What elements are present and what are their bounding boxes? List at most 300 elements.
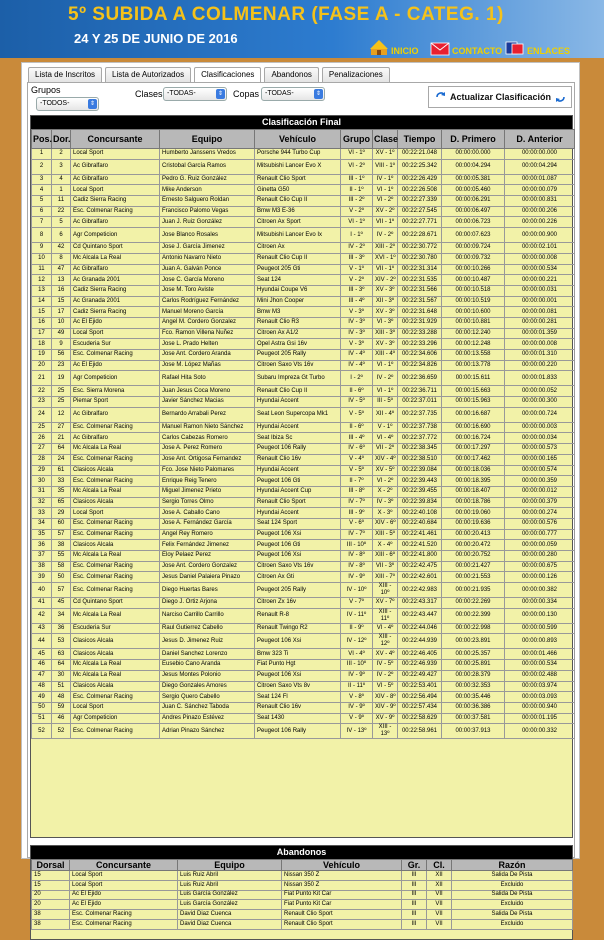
table-row bbox=[32, 444, 575, 455]
table-cell: Peugeot 205 Rally bbox=[255, 350, 341, 361]
table-cell: VI - 1º bbox=[341, 149, 373, 160]
table-cell: Hyundai Accent bbox=[255, 397, 341, 408]
nav-inicio[interactable] bbox=[369, 36, 419, 56]
table-cell: III bbox=[402, 890, 427, 900]
table-cell: Cadiz Sierra Racing bbox=[71, 285, 160, 296]
table-cell: VI - 2º bbox=[341, 159, 373, 174]
table-cell: 00:00:00.206 bbox=[505, 206, 575, 217]
table-cell: 00:00:32.353 bbox=[442, 681, 505, 692]
table-cell: 22 bbox=[32, 386, 52, 397]
table-cell: 00:00:18.786 bbox=[442, 497, 505, 508]
table-cell: 00:00:00.576 bbox=[505, 518, 575, 529]
table-cell: Angel Rey Romero bbox=[160, 529, 255, 540]
table-row bbox=[32, 910, 573, 920]
col-grupo: Grupo bbox=[341, 130, 373, 149]
table-cell: 00:00:00.130 bbox=[505, 608, 575, 623]
table-cell: 30 bbox=[32, 476, 52, 487]
table-cell: Bmw M3 E-36 bbox=[255, 206, 341, 217]
table-cell: 11 bbox=[32, 264, 52, 275]
table-cell: Renault R-8 bbox=[255, 608, 341, 623]
table-cell: Citroen Saxo Vts 8v bbox=[255, 681, 341, 692]
table-cell: VI - 1º bbox=[373, 185, 398, 196]
table-cell: 39 bbox=[32, 572, 52, 583]
table-cell: 00:00:18.407 bbox=[442, 486, 505, 497]
table-row bbox=[32, 540, 575, 551]
table-cell: Local Sport bbox=[70, 880, 178, 890]
table-cell: 00:00:00.534 bbox=[505, 264, 575, 275]
table-cell: VI - 4º bbox=[373, 433, 398, 444]
table-cell: Renault Clio R3 bbox=[255, 317, 341, 328]
table-cell: Seat 124 bbox=[255, 275, 341, 286]
table-cell: Ac Gibralfaro bbox=[71, 174, 160, 185]
table-cell: 23 bbox=[32, 397, 52, 408]
table-cell: 00:00:21.553 bbox=[442, 572, 505, 583]
tab-clasificaciones[interactable]: Clasificaciones bbox=[194, 67, 261, 82]
table-cell: 00:22:58.629 bbox=[398, 713, 442, 724]
table-cell: 00:00:22.269 bbox=[442, 598, 505, 609]
table-row bbox=[32, 880, 573, 890]
table-cell: Ac Gibralfaro bbox=[71, 264, 160, 275]
table-cell: Renault Clio Sport bbox=[282, 919, 402, 929]
table-row bbox=[32, 285, 575, 296]
table-cell: XV - 9º bbox=[373, 713, 398, 724]
nav-contacto[interactable] bbox=[430, 36, 502, 56]
table-cell: 00:22:37.735 bbox=[398, 407, 442, 422]
table-cell: 34 bbox=[32, 518, 52, 529]
table-cell: 11 bbox=[52, 196, 71, 207]
table-cell: Peugeot 106 Rally bbox=[255, 724, 341, 739]
table-cell: 20 bbox=[32, 890, 70, 900]
table-cell: 51 bbox=[52, 681, 71, 692]
table-cell: 00:00:18.036 bbox=[442, 465, 505, 476]
table-cell: Clasicos Alcala bbox=[71, 540, 160, 551]
table-cell: 6 bbox=[32, 206, 52, 217]
table-cell: 00:00:15.611 bbox=[442, 371, 505, 386]
table-cell: 28 bbox=[32, 454, 52, 465]
table-row bbox=[32, 422, 575, 433]
table-cell: 00:00:10.518 bbox=[442, 285, 505, 296]
table-cell: 00:00:18.395 bbox=[442, 476, 505, 487]
table-cell: V - 1º bbox=[373, 422, 398, 433]
table-cell: XIV - 2º bbox=[373, 275, 398, 286]
table-cell: 00:00:05.381 bbox=[442, 174, 505, 185]
table-cell: Carlos Rodríguez Fernández bbox=[160, 296, 255, 307]
table-cell: 41 bbox=[32, 598, 52, 609]
table-cell: 00:00:01.310 bbox=[505, 350, 575, 361]
table-row bbox=[32, 386, 575, 397]
table-cell: 33 bbox=[52, 476, 71, 487]
table-cell: XIII - 6º bbox=[373, 551, 398, 562]
table-cell: 00:00:02.101 bbox=[505, 243, 575, 254]
table-cell: Mike Anderson bbox=[160, 185, 255, 196]
table-cell: 00:22:40.684 bbox=[398, 518, 442, 529]
table-cell: 00:00:00.900 bbox=[505, 228, 575, 243]
table-row bbox=[32, 328, 575, 339]
table-cell: 12 bbox=[52, 407, 71, 422]
clases-select[interactable] bbox=[163, 87, 227, 101]
table-cell: I - 1º bbox=[341, 228, 373, 243]
table-cell: 00:22:21.048 bbox=[398, 149, 442, 160]
table-cell: 00:00:00.280 bbox=[505, 551, 575, 562]
classification-title: Clasificación Final bbox=[31, 116, 572, 129]
table-cell: David Diaz Cuenca bbox=[178, 910, 282, 920]
table-cell: Mc Alcala La Real bbox=[71, 670, 160, 681]
table-cell: 00:22:27.771 bbox=[398, 217, 442, 228]
table-row bbox=[32, 660, 575, 671]
table-cell: Pedro G. Ruiz González bbox=[160, 174, 255, 185]
col-dorsal: Dor. bbox=[52, 130, 71, 149]
table-cell: 00:22:38.345 bbox=[398, 444, 442, 455]
table-cell: Jose M. López Mañas bbox=[160, 360, 255, 371]
table-cell: Luis Ruiz Abril bbox=[178, 880, 282, 890]
table-cell: 00:00:00.724 bbox=[505, 407, 575, 422]
table-cell: 26 bbox=[32, 433, 52, 444]
table-cell: II - 11º bbox=[341, 681, 373, 692]
table-row bbox=[32, 407, 575, 422]
abandonos-panel bbox=[30, 845, 573, 940]
copas-select[interactable] bbox=[261, 87, 325, 101]
table-cell: 00:00:20.413 bbox=[442, 529, 505, 540]
table-cell: 00:22:39.455 bbox=[398, 486, 442, 497]
select-arrow-icon: ⇕ bbox=[315, 91, 322, 97]
table-cell: Sergio Quero Cabello bbox=[160, 692, 255, 703]
grupos-select[interactable] bbox=[36, 97, 99, 111]
table-cell: Ginetta G50 bbox=[255, 185, 341, 196]
table-cell: 00:22:37.772 bbox=[398, 433, 442, 444]
table-cell: 00:22:31.929 bbox=[398, 317, 442, 328]
table-row bbox=[32, 196, 575, 207]
table-cell: 00:22:28.671 bbox=[398, 228, 442, 243]
table-cell: VI - 2º bbox=[373, 196, 398, 207]
table-cell: II - 6º bbox=[341, 422, 373, 433]
table-cell: 00:22:36.711 bbox=[398, 386, 442, 397]
table-cell: 4 bbox=[52, 174, 71, 185]
table-cell: VI - 4º bbox=[341, 649, 373, 660]
table-cell: 25 bbox=[52, 397, 71, 408]
table-cell: Citroen Ax Gti bbox=[255, 572, 341, 583]
table-cell: 00:22:31.567 bbox=[398, 296, 442, 307]
table-cell: 43 bbox=[32, 623, 52, 634]
table-cell: 35 bbox=[32, 529, 52, 540]
table-cell: 00:22:34.826 bbox=[398, 360, 442, 371]
table-cell: 45 bbox=[52, 598, 71, 609]
link-icon bbox=[505, 40, 525, 56]
table-cell: Piemar Sport bbox=[71, 397, 160, 408]
table-cell: IV - 4º bbox=[341, 350, 373, 361]
nav-enlaces-label: ENLACES bbox=[527, 46, 571, 56]
table-cell: 00:00:09.724 bbox=[442, 243, 505, 254]
table-cell: Escuderia Sur bbox=[71, 339, 160, 350]
table-cell: III - 10º bbox=[341, 660, 373, 671]
table-cell: 22 bbox=[52, 206, 71, 217]
table-cell: II - 9º bbox=[341, 623, 373, 634]
table-cell: Raul Gutierrez Cabello bbox=[160, 623, 255, 634]
table-cell: 00:00:00.079 bbox=[505, 185, 575, 196]
abandonos-rows bbox=[32, 871, 573, 930]
table-cell: 00:22:42.475 bbox=[398, 561, 442, 572]
table-cell: Esc. Colmenar Racing bbox=[70, 919, 178, 929]
table-cell: Manuel Moreno García bbox=[160, 307, 255, 318]
table-cell: 00:00:00.574 bbox=[505, 465, 575, 476]
table-cell: 00:00:04.294 bbox=[442, 159, 505, 174]
table-row bbox=[32, 518, 575, 529]
table-cell: Mitsubishi Lancer Evo X bbox=[255, 159, 341, 174]
refresh-icon bbox=[435, 91, 447, 103]
table-cell: Juan J. Ruiz González bbox=[160, 217, 255, 228]
table-cell: 15 bbox=[32, 307, 52, 318]
table-cell: Diego Gonzales Amores bbox=[160, 681, 255, 692]
table-cell: VII bbox=[427, 910, 452, 920]
table-cell: III bbox=[402, 910, 427, 920]
table-cell: 52 bbox=[32, 724, 52, 739]
table-row bbox=[32, 350, 575, 361]
table-cell: Excluido bbox=[452, 919, 573, 929]
table-cell: 00:22:39.834 bbox=[398, 497, 442, 508]
table-cell: Esc. Colmenar Racing bbox=[71, 518, 160, 529]
tab-panel bbox=[27, 82, 575, 927]
nav-enlaces[interactable] bbox=[505, 36, 570, 56]
table-cell: Esc. Colmenar Racing bbox=[71, 350, 160, 361]
table-cell: Esc. Colmenar Racing bbox=[71, 583, 160, 598]
col-razon: Razón bbox=[452, 860, 573, 871]
table-row bbox=[32, 275, 575, 286]
table-cell: 00:00:00.831 bbox=[505, 196, 575, 207]
table-cell: X - 4º bbox=[373, 540, 398, 551]
table-cell: Seat Leon Supercopa Mk1 bbox=[255, 407, 341, 422]
table-cell: XIII - 7º bbox=[373, 572, 398, 583]
table-cell: 00:22:30.772 bbox=[398, 243, 442, 254]
table-cell: Peugeot 106 Xsi bbox=[255, 670, 341, 681]
classification-table bbox=[31, 129, 575, 739]
table-cell: 00:00:00.126 bbox=[505, 572, 575, 583]
table-cell: V - 1º bbox=[341, 264, 373, 275]
table-cell: 49 bbox=[52, 328, 71, 339]
table-cell: Mini Jhon Cooper bbox=[255, 296, 341, 307]
table-cell: Subaru Impreza Gt Turbo bbox=[255, 371, 341, 386]
home-icon bbox=[369, 38, 389, 56]
table-row bbox=[32, 681, 575, 692]
table-cell: VII bbox=[427, 900, 452, 910]
table-cell: Seat 124 Sport bbox=[255, 518, 341, 529]
table-cell: 00:22:56.494 bbox=[398, 692, 442, 703]
table-cell: 00:00:13.778 bbox=[442, 360, 505, 371]
table-cell: Bmw 323 Ti bbox=[255, 649, 341, 660]
table-cell: 00:00:22.998 bbox=[442, 623, 505, 634]
col-clase: Clase bbox=[373, 130, 398, 149]
table-cell: Ac Gibralfaro bbox=[71, 407, 160, 422]
tab-penalizaciones[interactable]: Penalizaciones bbox=[322, 67, 390, 82]
table-cell: Jesus D. Jimenez Ruiz bbox=[160, 634, 255, 649]
table-cell: Local Sport bbox=[71, 185, 160, 196]
table-row bbox=[32, 583, 575, 598]
table-cell: 00:00:28.379 bbox=[442, 670, 505, 681]
col-cl: Cl. bbox=[427, 860, 452, 871]
refresh-icon bbox=[554, 91, 566, 103]
table-cell: 00:00:00.000 bbox=[442, 149, 505, 160]
table-cell: 00:22:26.429 bbox=[398, 174, 442, 185]
table-cell: 00:22:33.296 bbox=[398, 339, 442, 350]
table-row bbox=[32, 724, 575, 739]
table-cell: III bbox=[402, 900, 427, 910]
table-cell: IV - 9º bbox=[341, 572, 373, 583]
table-cell: Adrian Pinazo Sánchez bbox=[160, 724, 255, 739]
clases-label: Clases bbox=[135, 89, 163, 99]
table-cell: IV - 7º bbox=[341, 497, 373, 508]
table-cell: 47 bbox=[32, 670, 52, 681]
table-cell: 00:00:00.332 bbox=[505, 724, 575, 739]
table-cell: Escuderia Sur bbox=[71, 623, 160, 634]
table-cell: 00:00:00.165 bbox=[505, 454, 575, 465]
table-cell: III - 5º bbox=[373, 397, 398, 408]
table-cell: Hyundai Coupe V6 bbox=[255, 285, 341, 296]
table-cell: Ac El Ejido bbox=[70, 900, 178, 910]
table-cell: Jose A. Perez Romero bbox=[160, 444, 255, 455]
table-cell: IV - 2º bbox=[341, 243, 373, 254]
table-cell: 00:00:16.690 bbox=[442, 422, 505, 433]
table-cell: V - 3º bbox=[341, 307, 373, 318]
col-pos: Pos. bbox=[32, 130, 52, 149]
table-cell: IV - 5º bbox=[341, 397, 373, 408]
table-cell: 3 bbox=[52, 159, 71, 174]
table-cell: 00:00:15.663 bbox=[442, 386, 505, 397]
table-cell: 00:00:00.573 bbox=[505, 444, 575, 455]
table-cell: 00:00:13.558 bbox=[442, 350, 505, 361]
table-cell: Ac Granada 2001 bbox=[71, 275, 160, 286]
table-cell: Excluido bbox=[452, 900, 573, 910]
table-cell: 52 bbox=[52, 724, 71, 739]
table-row bbox=[32, 890, 573, 900]
table-cell: Bmw M3 bbox=[255, 307, 341, 318]
table-cell: Seat 1430 bbox=[255, 713, 341, 724]
table-cell: Citroen Ax Sport bbox=[255, 217, 341, 228]
table-cell: IV - 3º bbox=[341, 328, 373, 339]
table-cell: Citroen Ax bbox=[255, 243, 341, 254]
table-cell: 00:22:31.314 bbox=[398, 264, 442, 275]
table-cell: 00:00:05.460 bbox=[442, 185, 505, 196]
table-cell: Salida De Pista bbox=[452, 890, 573, 900]
table-cell: V - 5º bbox=[341, 407, 373, 422]
table-row bbox=[32, 497, 575, 508]
table-cell: Peugeot 205 Gti bbox=[255, 264, 341, 275]
table-cell: 44 bbox=[32, 634, 52, 649]
table-cell: Renault Clio Sport bbox=[255, 174, 341, 185]
table-cell: 00:00:01.466 bbox=[505, 649, 575, 660]
table-cell: Esc. Colmenar Racing bbox=[71, 724, 160, 739]
tab-abandonos[interactable]: Abandonos bbox=[264, 67, 318, 82]
table-row bbox=[32, 551, 575, 562]
table-cell: 00:00:00.008 bbox=[505, 253, 575, 264]
table-cell: Local Sport bbox=[71, 702, 160, 713]
table-cell: 00:00:00.001 bbox=[505, 296, 575, 307]
table-cell: Jose Ant. Ortigosa Fernandez bbox=[160, 454, 255, 465]
table-cell: Jose Ant. Cordero Gonzalez bbox=[160, 561, 255, 572]
table-cell: 00:00:03.974 bbox=[505, 681, 575, 692]
table-cell: Bernardo Arrabali Perez bbox=[160, 407, 255, 422]
nav-contacto-label: CONTACTO bbox=[452, 46, 503, 56]
table-cell: 5 bbox=[52, 217, 71, 228]
table-cell: 00:00:01.359 bbox=[505, 328, 575, 339]
table-cell: XV - 3º bbox=[373, 339, 398, 350]
table-cell: Peugeot 106 Rally bbox=[255, 444, 341, 455]
table-cell: Renault Clio Sport bbox=[255, 497, 341, 508]
table-cell: Andres Pinazo Estévez bbox=[160, 713, 255, 724]
table-cell: IV - 8º bbox=[341, 551, 373, 562]
table-cell: Mc Alcala La Real bbox=[71, 486, 160, 497]
table-cell: 14 bbox=[32, 296, 52, 307]
table-cell: IV - 2º bbox=[373, 228, 398, 243]
table-cell: Citroen Saxo Vts 16v bbox=[255, 561, 341, 572]
table-cell: 00:00:00.031 bbox=[505, 285, 575, 296]
table-cell: 00:00:00.059 bbox=[505, 540, 575, 551]
table-cell: Citroen Ax A1/2 bbox=[255, 328, 341, 339]
table-cell: 2 bbox=[52, 149, 71, 160]
table-cell: 38 bbox=[32, 910, 70, 920]
table-row bbox=[32, 243, 575, 254]
table-cell: Miguel Jimenez Prieto bbox=[160, 486, 255, 497]
table-cell: 00:22:25.342 bbox=[398, 159, 442, 174]
table-cell: 9 bbox=[52, 339, 71, 350]
classification-rows bbox=[32, 149, 575, 739]
table-cell: IV - 2º bbox=[373, 371, 398, 386]
table-cell: 00:00:23.891 bbox=[442, 634, 505, 649]
table-cell: Agr Competicion bbox=[71, 228, 160, 243]
table-cell: 00:00:00.000 bbox=[505, 149, 575, 160]
table-row bbox=[32, 529, 575, 540]
table-cell: Esc. Colmenar Racing bbox=[71, 572, 160, 583]
table-cell: VI - 2º bbox=[373, 476, 398, 487]
table-cell: IV - 1º bbox=[373, 174, 398, 185]
table-row bbox=[32, 264, 575, 275]
update-classification-button[interactable] bbox=[428, 86, 572, 108]
table-cell: V - 4º bbox=[341, 454, 373, 465]
table-cell: 00:00:06.723 bbox=[442, 217, 505, 228]
table-cell: 00:00:03.093 bbox=[505, 692, 575, 703]
table-cell: IV - 10º bbox=[341, 583, 373, 598]
table-cell: VI - 3º bbox=[373, 317, 398, 328]
tab-lista-autorizados[interactable]: Lista de Autorizados bbox=[105, 67, 191, 82]
table-cell: 00:00:00.008 bbox=[505, 339, 575, 350]
table-cell: 35 bbox=[52, 486, 71, 497]
table-cell: IV - 13º bbox=[341, 724, 373, 739]
table-cell: VII bbox=[427, 890, 452, 900]
table-cell: 00:00:16.687 bbox=[442, 407, 505, 422]
table-cell: 00:00:06.291 bbox=[442, 196, 505, 207]
table-cell: VI - 1º bbox=[373, 386, 398, 397]
table-cell: 60 bbox=[52, 518, 71, 529]
table-cell: 24 bbox=[32, 407, 52, 422]
table-cell: Renault Clio Cup II bbox=[255, 253, 341, 264]
table-cell: III - 4º bbox=[341, 433, 373, 444]
table-cell: Local Sport bbox=[70, 871, 178, 881]
table-cell: VII bbox=[427, 919, 452, 929]
table-cell: Esc. Colmenar Racing bbox=[70, 910, 178, 920]
table-cell: 21 bbox=[52, 433, 71, 444]
table-cell: Esc. Colmenar Racing bbox=[71, 206, 160, 217]
table-cell: Ac El Ejido bbox=[71, 360, 160, 371]
table-cell: 00:00:00.034 bbox=[505, 433, 575, 444]
table-cell: 00:00:00.675 bbox=[505, 561, 575, 572]
table-cell: Carlos Cabezas Romero bbox=[160, 433, 255, 444]
table-cell: 1 bbox=[52, 185, 71, 196]
table-cell: VII - 2º bbox=[373, 444, 398, 455]
tab-lista-inscritos[interactable]: Lista de Inscritos bbox=[28, 67, 102, 82]
table-cell: IV - 3º bbox=[373, 497, 398, 508]
col-d-primero: D. Primero bbox=[442, 130, 505, 149]
table-row bbox=[32, 149, 575, 160]
table-cell: XII bbox=[427, 880, 452, 890]
table-cell: 17 bbox=[52, 307, 71, 318]
table-cell: 50 bbox=[52, 572, 71, 583]
